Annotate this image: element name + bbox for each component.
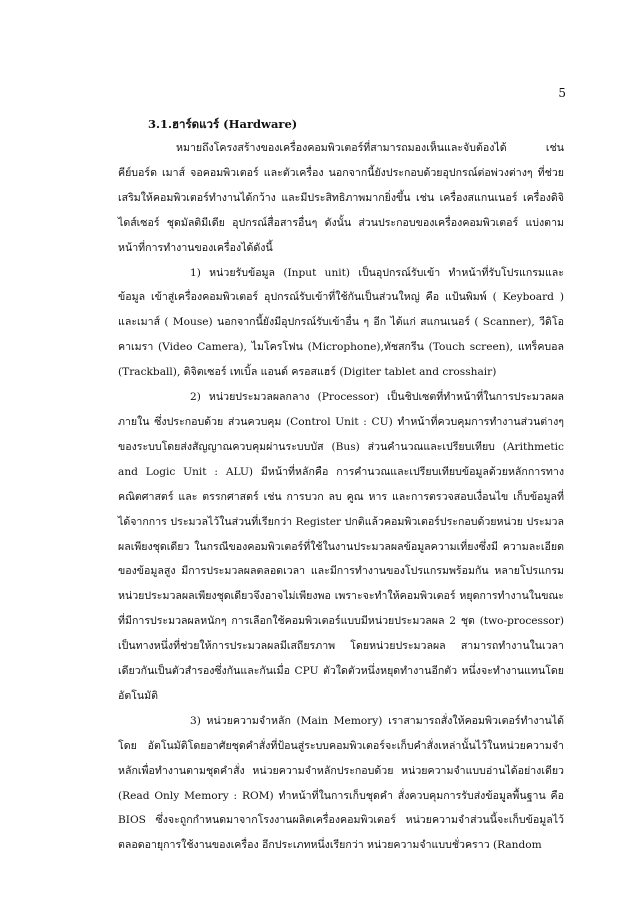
section-heading: 3.1.ฮาร์ดแวร์ (Hardware) xyxy=(148,117,298,131)
processor-paragraph: 2) หน่วยประมวลผลกลาง (Processor) เป็นชิปเซตที่ทำหน้าที่ในการประมวลผล ภายใน ซึ่งประกอบด้วย ส่วนควบคุม (Control Unit : CU) ทำหน้าที่ควบคุมการทำงานส่วนต่างๆ ของระบบโดยส่งสัญญาณควบคุมผ่านระบบบัส (Bus) ส่วนคำนวณและเปรียบเทียบ (Arithmetic and Logic Unit : ALU) มีหน้าที่หลักคือ การคำนวณและเปรียบเทียบข้อมูลด้วยหลักการทาง คณิตศาสตร์ และ ตรรกศาสตร์ เช่น การบวก ลบ คูณ หาร และการตรวจสอบเงื่อนไข เก็บข้อมูลที่ ได้จากการ ประมวลไว้ในส่วนที่เรียกว่า Register ปกติแล้วคอมพิวเตอร์ประกอบด้วยหน่วย ประมวลผลเพียงชุดเดียว ในกรณีของคอมพิวเตอร์ที่ใช้ในงานประมวลผลข้อมูลความเที่ยงซึ่งมี ความละเอียดของข้อมูลสูง มีการประมวลผลตลอดเวลา และมีการทำงานของโปรแกรมพร้อมกัน หลายโปรแกรม หน่วยประมวลผลเพียงชุดเดียวจึงอาจไม่เพียงพอ เพราะจะทำให้คอมพิวเตอร์ หยุดการทำงานในขณะที่มีการประมวลผลหนักๆ การเลือกใช้คอมพิวเตอร์แบบมีหน่วยประมวลผล 2 ชุด (two-processor) เป็นทางหนึ่งที่ช่วยให้การประมวลผลมีเสถียรภาพ โดยหน่วยประมวลผล สามารถทำงานในเวลาเดียวกันเป็นตัวสำรองซึ่งกันและกันเมื่อ CPU ตัวใดตัวหนึ่งหยุดทำงานอีกตัว หนึ่งจะทำงานแทนโดยอัตโนมัติ xyxy=(118,391,564,702)
page-number: 5 xyxy=(558,86,566,100)
main-memory-paragraph: 3) หน่วยความจำหลัก (Main Memory) เราสามารถสั่งให้คอมพิวเตอร์ทำงานได้โดย อัตโนมัติโดยอาศัยชุดคำสั่งที่ป้อนสู่ระบบคอมพิวเตอร์จะเก็บคำสั่งเหล่านั้นไว้ในหน่วยความจำ หลักเพื่อทำงานตามชุดคำสั่ง หน่วยความจำหลักประกอบด้วย หน่วยความจำแบบอ่านได้อย่างเดียว (Read Only Memory : ROM) ทำหน้าที่ในการเก็บชุดคำ สั่งควบคุมการรับส่งข้อมูลพื้นฐาน คือ BIOS ซึ่งจะถูกกำหนดมาจากโรงงานผลิตเครื่องคอมพิวเตอร์ หน่วยความจำส่วนนี้จะเก็บข้อมูลไว้ ตลอดอายุการใช้งานของเครื่อง อีกประเภทหนึ่งเรียกว่า หน่วยความจำแบบชั่วคราว (Random xyxy=(118,714,564,852)
document-body xyxy=(118,112,564,858)
input-unit-paragraph: 1) หน่วยรับข้อมูล (Input unit) เป็นอุปกรณ์รับเข้า ทำหน้าที่รับโปรแกรมและข้อมูล เข้าสู่เครื่องคอมพิวเตอร์ อุปกรณ์รับเข้าที่ใช้กันเป็นส่วนใหญ่ คือ แป้นพิมพ์ ( Keyboard ) และเมาส์ ( Mouse) นอกจากนี้ยังมีอุปกรณ์รับเข้าอื่น ๆ อีก ได้แก่ สแกนเนอร์ ( Scanner), วีดิโอคาเมรา (Video Camera), ไมโครโฟน (Microphone),ทัชสกรีน (Touch screen), แทร็คบอล (Trackball), ดิจิตเซอร์ เทเบิ้ล แอนด์ ครอสแฮร์ (Digiter tablet and crosshair) xyxy=(118,266,564,379)
hardware-definition-paragraph: หมายถึงโครงสร้างของเครื่องคอมพิวเตอร์ที่สามารถมองเห็นและจับต้องได้ เช่น คีย์บอร์ด เมาส์ จอคอมพิวเตอร์ และตัวเครื่อง นอกจากนี้ยังประกอบด้วยอุปกรณ์ต่อพ่วงต่างๆ ที่ช่วยเสริมให้คอมพิวเตอร์ทำงานได้กว้าง และมีประสิทธิภาพมากยิ่งขึ้น เช่น เครื่องสแกนเนอร์ เครื่องดิจิไดส์เซอร์ ชุดมัลติมีเดีย อุปกรณ์สื่อสารอื่นๆ ดังนั้น ส่วนประกอบของเครื่องคอมพิวเตอร์ แบ่งตามหน้าที่การทำงานของเครื่องได้ดังนี้ xyxy=(118,142,564,254)
